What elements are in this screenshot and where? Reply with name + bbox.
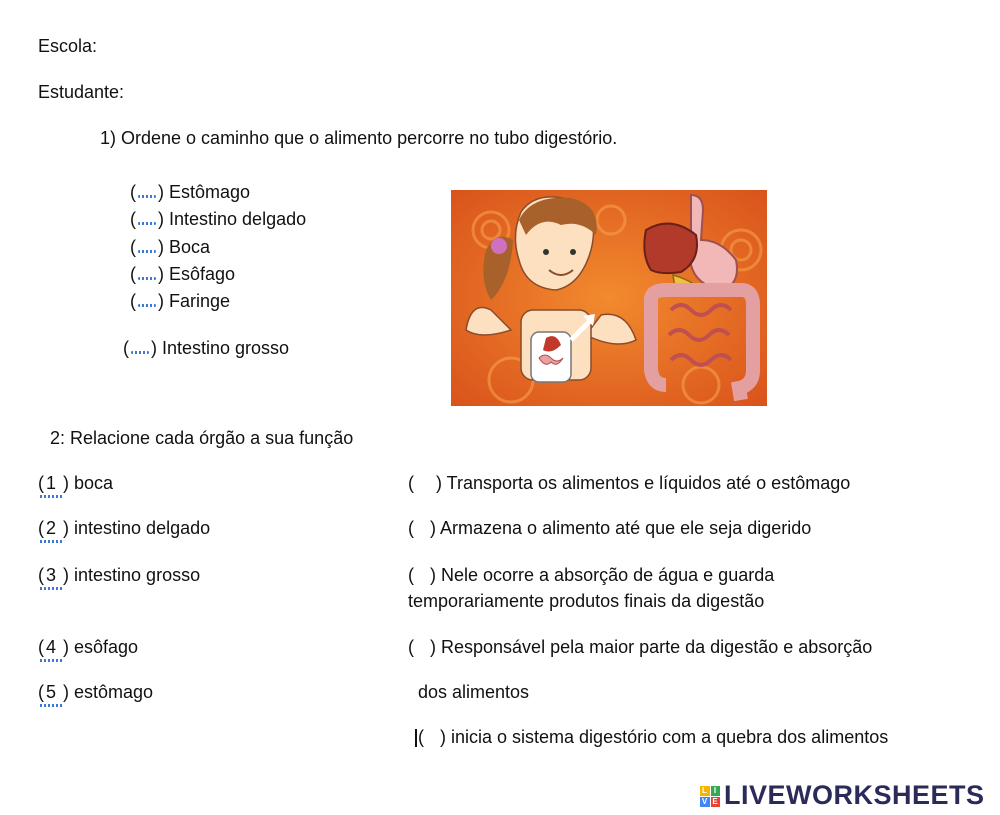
q1-item-small-intestine: ( ) Intestino delgado	[130, 209, 307, 229]
function-row-3: ( ) Nele ocorre a absorção de água e guarda	[408, 565, 775, 585]
liveworksheets-brand: L I V E LIVEWORKSHEETS	[701, 780, 985, 810]
answer-blank[interactable]	[136, 239, 158, 253]
q1-item-esophagus: ( ) Esôfago	[130, 264, 236, 284]
text-cursor	[415, 729, 417, 747]
organ-number: 4	[46, 637, 57, 657]
student-label: Estudante:	[38, 82, 125, 102]
school-label: Escola:	[38, 36, 98, 56]
organ-row-2: ( 2 ) intestino delgado	[38, 518, 211, 538]
organ-number: 1	[46, 473, 57, 493]
liveworksheets-logo-icon: L I V E	[701, 785, 719, 806]
question-2-prompt: 2: Relacione cada órgão a sua função	[50, 428, 354, 448]
q1-item-pharynx: ( ) Faringe	[130, 291, 231, 311]
organ-row-4: ( 4 ) esôfago	[38, 637, 139, 657]
answer-blank[interactable]	[129, 340, 151, 354]
organ-row-3: ( 3 ) intestino grosso	[38, 565, 201, 585]
function-row-1: ( ) Transporta os alimentos e líquidos até o estômago	[408, 473, 851, 493]
function-row-2: ( ) Armazena o alimento até que ele seja digerido	[408, 518, 812, 538]
answer-blank[interactable]	[136, 266, 158, 280]
q1-item-stomach: ( ) Estômago	[130, 182, 251, 202]
organ-number: 2	[46, 518, 57, 538]
q1-item-large-intestine: ( ) Intestino grosso	[123, 338, 290, 358]
digestive-system-illustration	[451, 190, 767, 406]
answer-blank[interactable]	[136, 293, 158, 307]
function-row-3-cont: temporariamente produtos finais da digestão	[408, 591, 765, 611]
question-1-prompt: 1) Ordene o caminho que o alimento percorre no tubo digestório.	[100, 128, 618, 148]
organ-number: 5	[46, 682, 57, 702]
function-row-5: ( ) inicia o sistema digestório com a quebra dos alimentos	[415, 727, 888, 748]
answer-blank[interactable]	[136, 184, 158, 198]
function-row-4: ( ) Responsável pela maior parte da digestão e absorção	[408, 637, 873, 657]
answer-blank[interactable]	[136, 211, 158, 225]
function-row-4-cont: dos alimentos	[418, 682, 530, 702]
q1-item-mouth: ( ) Boca	[130, 237, 211, 257]
organ-row-5: ( 5 ) estômago	[38, 682, 154, 702]
organ-row-1: ( 1 ) boca	[38, 473, 114, 493]
organ-number: 3	[46, 565, 57, 585]
